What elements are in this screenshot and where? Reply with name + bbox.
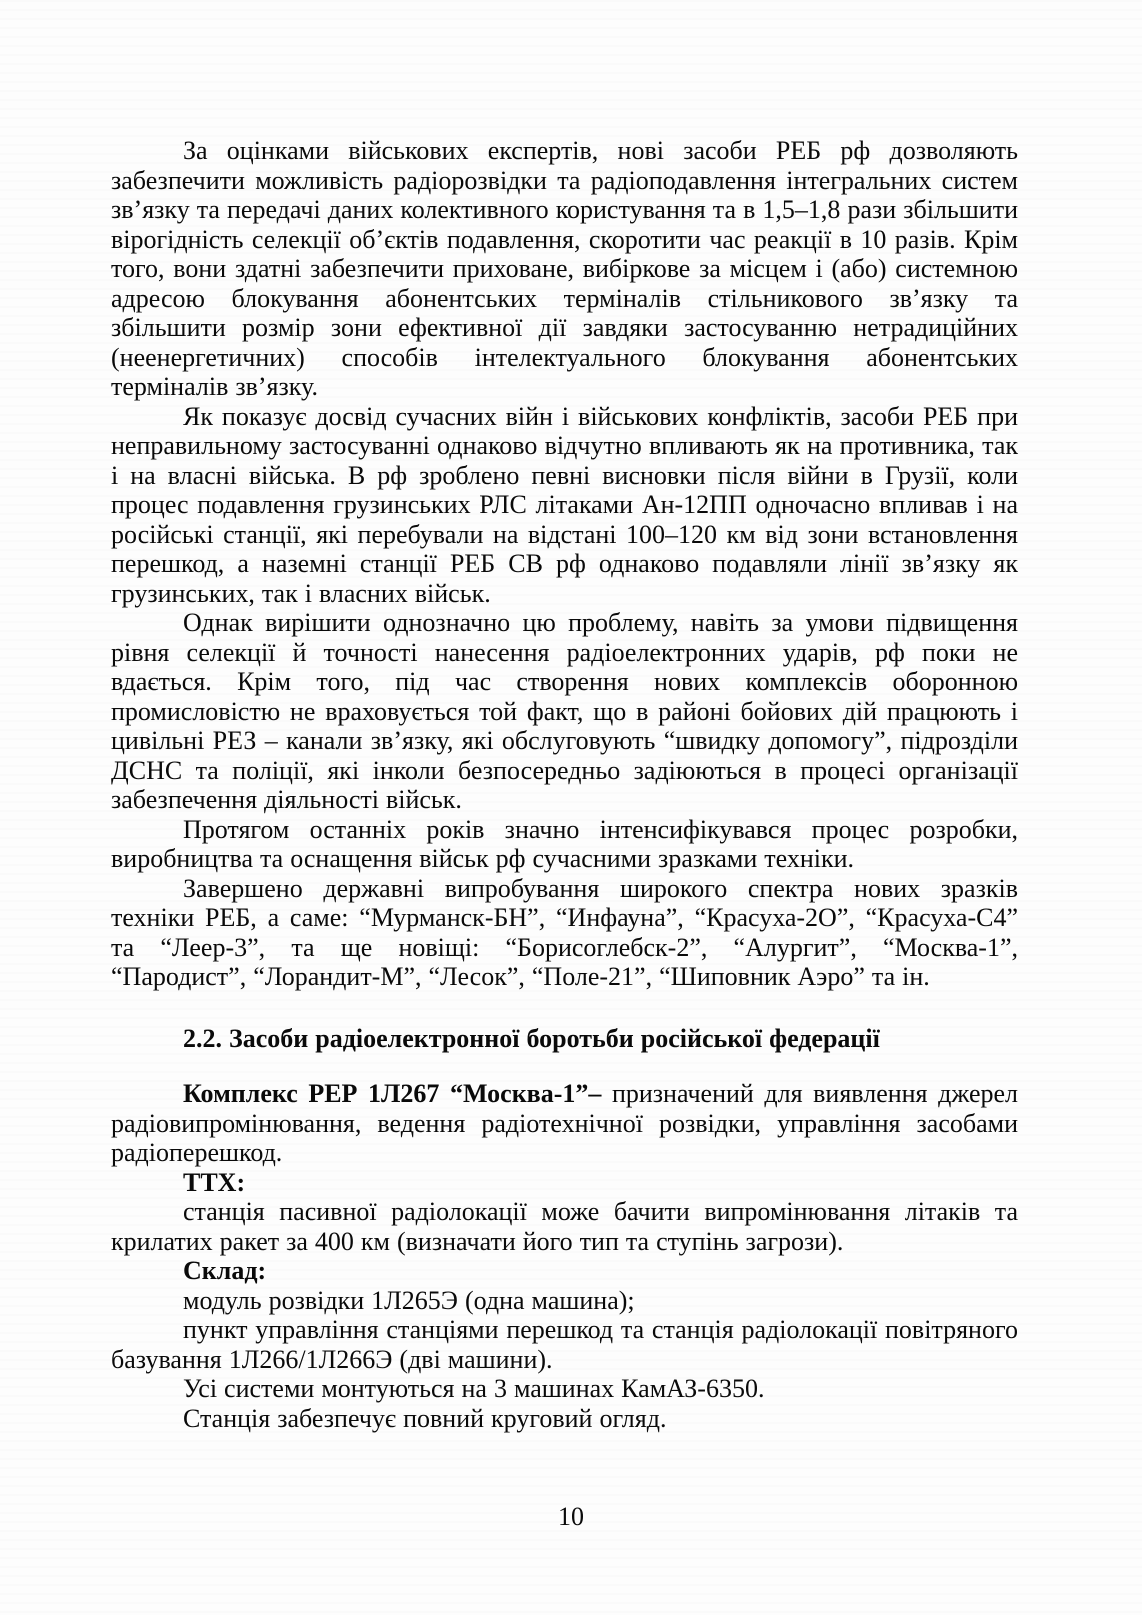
text-run-bold: 2.2. Засоби радіоелектронної боротьби російської федерації	[183, 1023, 880, 1053]
text-run: модуль розвідки 1Л265Э (одна машина);	[183, 1285, 635, 1315]
paragraph	[111, 1286, 1018, 1316]
text-run: станція пасивної радіолокації може бачити випромінювання літаків та крилатих ракет за 400 км (визначати його тип та ступінь загрози).	[111, 1197, 1018, 1256]
text-run: Однак вирішити однозначно цю проблему, навіть за умови підвищення рівня селекції й точності нанесення радіоелектронних ударів, рф поки не вдається. Крім того, під час створення нових комплексів оборонною промисловістю не враховується той факт, що в районі бойових дій працюють і цивільні РЕЗ – канали зв’язку, які обслуговують “швидку допомогу”, підрозділи ДСНС та поліції, які інколи безпосередньо задіюються в процесі організації забезпечення діяльності військ.	[111, 608, 1018, 814]
paragraph	[111, 1079, 1018, 1168]
text-run: Усі системи монтуються на 3 машинах КамАЗ-6350.	[183, 1374, 765, 1403]
text-run: Станція забезпечує повний круговий огляд.	[183, 1403, 667, 1433]
text-run: За оцінками військових експертів, нові засоби РЕБ рф дозволяють забезпечити можливість радіорозвідки та радіоподавлення інтегральних систем зв’язку та передачі даних колективного користування та в 1,5–1,8 рази збільшити вірогідність селекції об’єктів подавлення, скоротити час реакції в 10 разів. Крім того, вони здатні забезпечити приховане, вибіркове за місцем і (або) системною адресою блокування абонентських терміналів стільникового зв’язку та збільшити розмір зони ефективної дії завдяки застосуванню нетрадиційних (неенергетичних) способів інтелектуального блокування абонентських терміналів зв’язку.	[111, 136, 1018, 401]
document-body	[111, 136, 1018, 1433]
paragraph	[111, 136, 1018, 402]
paragraph	[111, 874, 1018, 992]
paragraph	[111, 402, 1018, 609]
text-run-bold: ТТХ:	[183, 1167, 246, 1197]
text-run: Як показує досвід сучасних війн і військових конфліктів, засоби РЕБ при неправильному застосуванні однаково відчутно впливають як на противника, так і на власні війська. В рф зроблено певні висновки після війни в Грузії, коли процес подавлення грузинських РЛС літаками Ан-12ПП одночасно впливав і на російські станції, які перебували на відстані 100–120 км від зони встановлення перешкод, а наземні станції РЕБ СВ рф однаково подавляли лінії зв’язку як грузинських, так і власних військ.	[111, 401, 1018, 608]
paragraph	[111, 815, 1018, 874]
text-run: Протягом останніх років значно інтенсифікувався процес розробки, виробництва та оснащення військ рф сучасними зразками техніки.	[111, 814, 1018, 873]
paragraph	[111, 608, 1018, 815]
paragraph	[111, 1197, 1018, 1256]
paragraph	[111, 1404, 1018, 1434]
text-run-bold: Склад:	[183, 1256, 267, 1285]
text-run-bold: Комплекс РЕР 1Л267 “Москва-1”–	[183, 1079, 612, 1108]
paragraph	[111, 1256, 1018, 1286]
text-run: Завершено державні випробування широкого спектра нових зразків техніки РЕБ, а саме: “Мурманск-БН”, “Инфауна”, “Красуха-2О”, “Красуха-С4” та “Леер-3”, та ще новіщі: “Борисоглебск-2”, “Алургит”, “Москва-1”, “Пародист”, “Лорандит-М”, “Лесок”, “Поле-21”, “Шиповник Аэро” та ін.	[111, 873, 1018, 991]
paragraph	[111, 1168, 1018, 1198]
paragraph	[111, 1315, 1018, 1374]
text-run: призначений для виявлення джерел радіовипромінювання, ведення радіотехнічної розвідки, управління засобами радіоперешкод.	[111, 1079, 1018, 1167]
page-number: 10	[558, 1502, 584, 1531]
text-run: пункт управління станціями перешкод та станція радіолокації повітряного базування 1Л266/1Л266Э (дві машини).	[111, 1315, 1018, 1374]
paragraph	[111, 1374, 1018, 1404]
section-heading	[111, 1024, 1018, 1054]
